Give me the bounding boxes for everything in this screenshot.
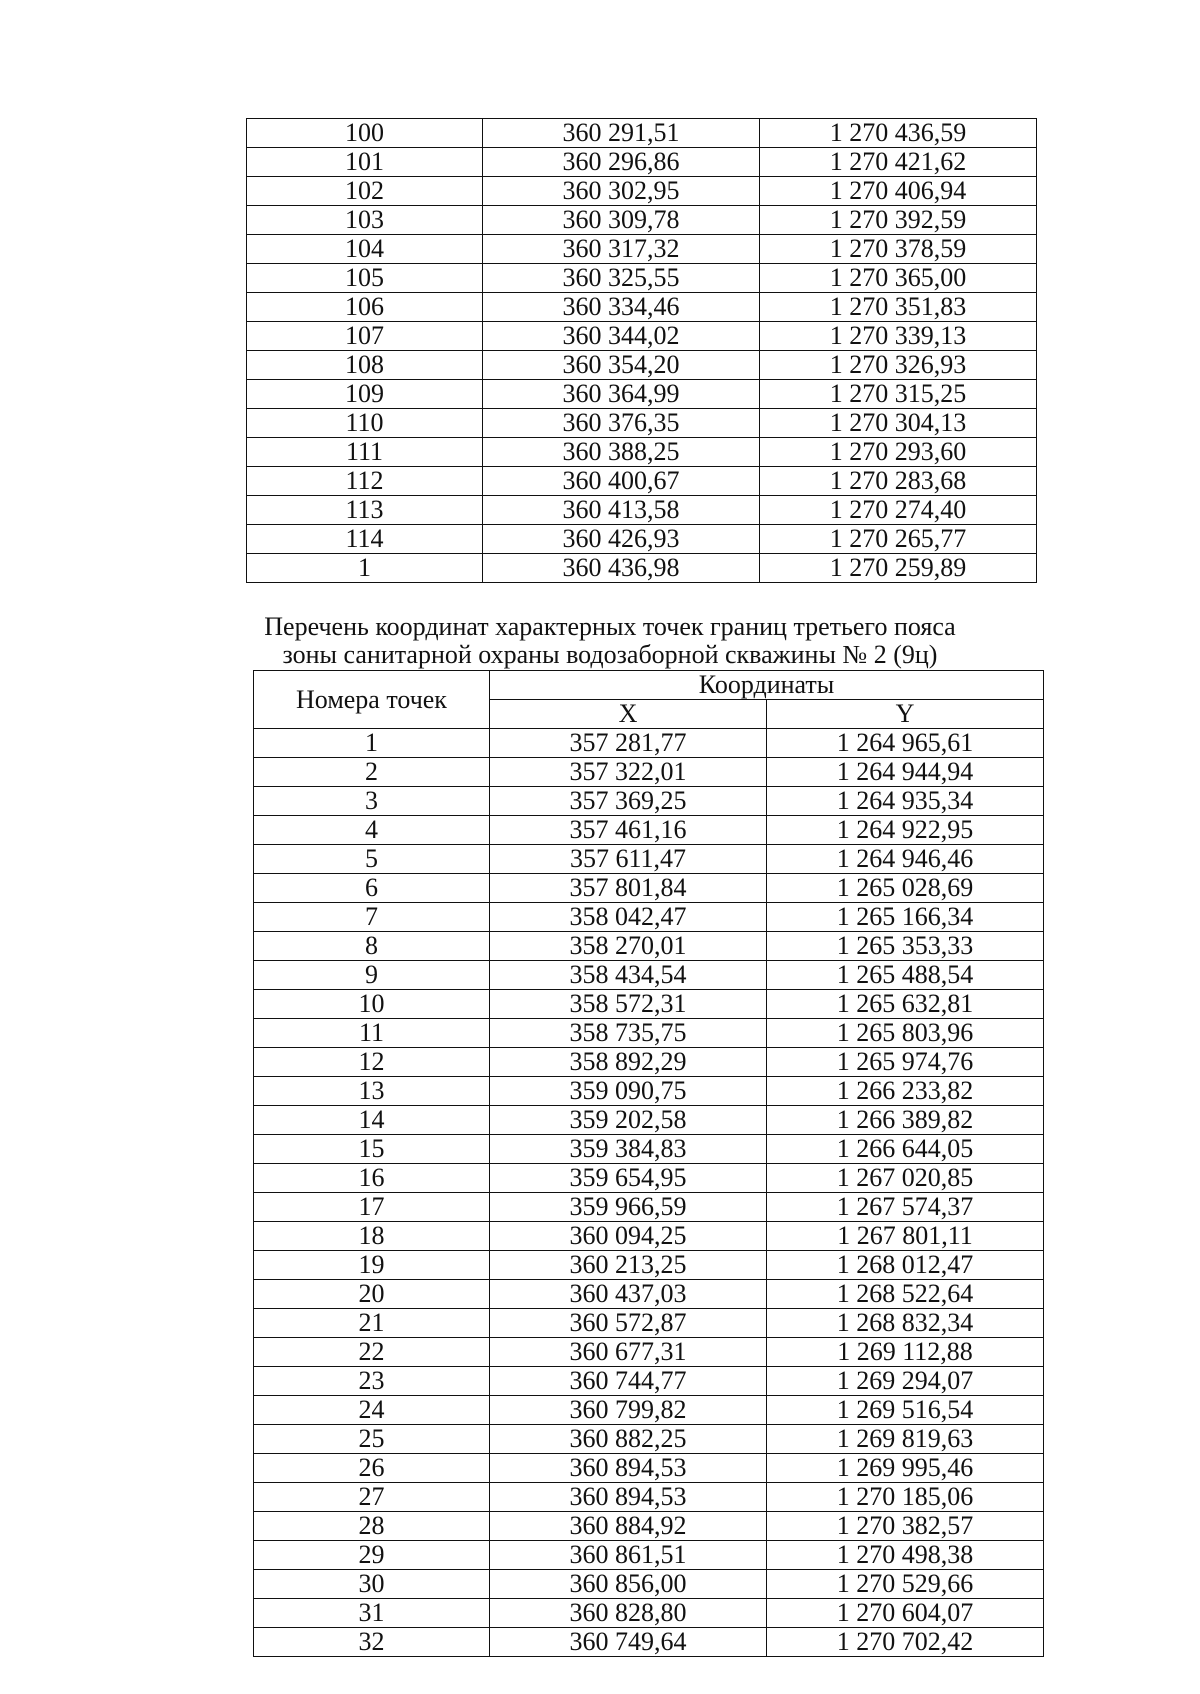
table-row <box>247 235 1037 264</box>
x-coordinate-cell: 360 884,92 <box>490 1512 767 1541</box>
y-coordinate-cell: 1 270 326,93 <box>760 351 1037 380</box>
table-row <box>254 1425 1044 1454</box>
x-coordinate-cell: 358 434,54 <box>490 961 767 990</box>
y-coordinate-cell: 1 270 421,62 <box>760 148 1037 177</box>
y-coordinate-cell: 1 265 632,81 <box>767 990 1044 1019</box>
y-coordinate-cell: 1 270 382,57 <box>767 1512 1044 1541</box>
table-row <box>254 758 1044 787</box>
coordinates-table-third-zone <box>253 670 1044 1657</box>
y-coordinate-cell: 1 270 529,66 <box>767 1570 1044 1599</box>
y-coordinate-cell: 1 266 233,82 <box>767 1077 1044 1106</box>
y-coordinate-cell: 1 269 819,63 <box>767 1425 1044 1454</box>
table-row <box>247 148 1037 177</box>
x-coordinate-cell: 360 677,31 <box>490 1338 767 1367</box>
table-row <box>254 1222 1044 1251</box>
point-number-cell: 5 <box>254 845 490 874</box>
table-row <box>254 1454 1044 1483</box>
point-number-cell: 114 <box>247 525 483 554</box>
x-coordinate-cell: 359 966,59 <box>490 1193 767 1222</box>
table-row <box>254 1106 1044 1135</box>
y-coordinate-cell: 1 269 516,54 <box>767 1396 1044 1425</box>
y-coordinate-cell: 1 264 965,61 <box>767 729 1044 758</box>
y-coordinate-cell: 1 270 604,07 <box>767 1599 1044 1628</box>
point-number-cell: 32 <box>254 1628 490 1657</box>
x-coordinate-cell: 360 344,02 <box>483 322 760 351</box>
y-coordinate-cell: 1 270 498,38 <box>767 1541 1044 1570</box>
point-number-cell: 6 <box>254 874 490 903</box>
y-coordinate-cell: 1 270 265,77 <box>760 525 1037 554</box>
point-number-cell: 7 <box>254 903 490 932</box>
x-coordinate-cell: 359 202,58 <box>490 1106 767 1135</box>
y-coordinate-cell: 1 267 020,85 <box>767 1164 1044 1193</box>
x-coordinate-cell: 360 354,20 <box>483 351 760 380</box>
header-y: Y <box>767 700 1044 729</box>
coordinates-table-continued <box>246 118 1037 583</box>
point-number-cell: 1 <box>247 554 483 583</box>
point-number-cell: 2 <box>254 758 490 787</box>
x-coordinate-cell: 360 828,80 <box>490 1599 767 1628</box>
point-number-cell: 30 <box>254 1570 490 1599</box>
x-coordinate-cell: 360 302,95 <box>483 177 760 206</box>
table-row <box>254 1164 1044 1193</box>
x-coordinate-cell: 360 094,25 <box>490 1222 767 1251</box>
point-number-cell: 4 <box>254 816 490 845</box>
table-row <box>247 496 1037 525</box>
point-number-cell: 10 <box>254 990 490 1019</box>
x-coordinate-cell: 360 436,98 <box>483 554 760 583</box>
table-row <box>254 1135 1044 1164</box>
x-coordinate-cell: 360 291,51 <box>483 119 760 148</box>
point-number-cell: 105 <box>247 264 483 293</box>
point-number-cell: 9 <box>254 961 490 990</box>
x-coordinate-cell: 357 801,84 <box>490 874 767 903</box>
point-number-cell: 25 <box>254 1425 490 1454</box>
point-number-cell: 106 <box>247 293 483 322</box>
y-coordinate-cell: 1 268 832,34 <box>767 1309 1044 1338</box>
table-header <box>254 671 1044 729</box>
table-row <box>254 1512 1044 1541</box>
x-coordinate-cell: 360 317,32 <box>483 235 760 264</box>
table-row <box>254 1309 1044 1338</box>
point-number-cell: 15 <box>254 1135 490 1164</box>
table-row <box>254 845 1044 874</box>
table-row <box>247 438 1037 467</box>
point-number-cell: 101 <box>247 148 483 177</box>
table-row <box>254 1280 1044 1309</box>
table-row <box>254 816 1044 845</box>
x-coordinate-cell: 360 364,99 <box>483 380 760 409</box>
x-coordinate-cell: 360 325,55 <box>483 264 760 293</box>
point-number-cell: 107 <box>247 322 483 351</box>
y-coordinate-cell: 1 270 185,06 <box>767 1483 1044 1512</box>
point-number-cell: 11 <box>254 1019 490 1048</box>
table-row <box>247 525 1037 554</box>
x-coordinate-cell: 357 461,16 <box>490 816 767 845</box>
y-coordinate-cell: 1 269 112,88 <box>767 1338 1044 1367</box>
table-row <box>247 264 1037 293</box>
table-row <box>254 932 1044 961</box>
point-number-cell: 17 <box>254 1193 490 1222</box>
x-coordinate-cell: 357 611,47 <box>490 845 767 874</box>
y-coordinate-cell: 1 270 702,42 <box>767 1628 1044 1657</box>
y-coordinate-cell: 1 266 644,05 <box>767 1135 1044 1164</box>
header-point-numbers: Номера точек <box>254 671 490 729</box>
x-coordinate-cell: 360 894,53 <box>490 1483 767 1512</box>
table-row <box>254 903 1044 932</box>
table-row <box>254 1599 1044 1628</box>
x-coordinate-cell: 360 572,87 <box>490 1309 767 1338</box>
table-row <box>254 1193 1044 1222</box>
table-row <box>247 554 1037 583</box>
y-coordinate-cell: 1 266 389,82 <box>767 1106 1044 1135</box>
y-coordinate-cell: 1 270 365,00 <box>760 264 1037 293</box>
y-coordinate-cell: 1 270 315,25 <box>760 380 1037 409</box>
point-number-cell: 108 <box>247 351 483 380</box>
table-row <box>247 293 1037 322</box>
point-number-cell: 13 <box>254 1077 490 1106</box>
x-coordinate-cell: 360 861,51 <box>490 1541 767 1570</box>
x-coordinate-cell: 357 369,25 <box>490 787 767 816</box>
y-coordinate-cell: 1 264 922,95 <box>767 816 1044 845</box>
table-row <box>247 380 1037 409</box>
point-number-cell: 100 <box>247 119 483 148</box>
table-body <box>254 729 1044 1657</box>
table-row <box>254 1628 1044 1657</box>
y-coordinate-cell: 1 267 574,37 <box>767 1193 1044 1222</box>
point-number-cell: 109 <box>247 380 483 409</box>
table-row <box>254 1396 1044 1425</box>
x-coordinate-cell: 357 322,01 <box>490 758 767 787</box>
x-coordinate-cell: 358 572,31 <box>490 990 767 1019</box>
point-number-cell: 31 <box>254 1599 490 1628</box>
x-coordinate-cell: 360 799,82 <box>490 1396 767 1425</box>
point-number-cell: 27 <box>254 1483 490 1512</box>
x-coordinate-cell: 360 744,77 <box>490 1367 767 1396</box>
point-number-cell: 16 <box>254 1164 490 1193</box>
point-number-cell: 29 <box>254 1541 490 1570</box>
x-coordinate-cell: 360 894,53 <box>490 1454 767 1483</box>
y-coordinate-cell: 1 268 522,64 <box>767 1280 1044 1309</box>
y-coordinate-cell: 1 265 488,54 <box>767 961 1044 990</box>
point-number-cell: 8 <box>254 932 490 961</box>
x-coordinate-cell: 360 334,46 <box>483 293 760 322</box>
x-coordinate-cell: 359 654,95 <box>490 1164 767 1193</box>
y-coordinate-cell: 1 270 283,68 <box>760 467 1037 496</box>
y-coordinate-cell: 1 265 028,69 <box>767 874 1044 903</box>
point-number-cell: 12 <box>254 1048 490 1077</box>
y-coordinate-cell: 1 270 351,83 <box>760 293 1037 322</box>
y-coordinate-cell: 1 265 353,33 <box>767 932 1044 961</box>
x-coordinate-cell: 358 735,75 <box>490 1019 767 1048</box>
x-coordinate-cell: 360 437,03 <box>490 1280 767 1309</box>
x-coordinate-cell: 358 042,47 <box>490 903 767 932</box>
point-number-cell: 26 <box>254 1454 490 1483</box>
point-number-cell: 20 <box>254 1280 490 1309</box>
point-number-cell: 23 <box>254 1367 490 1396</box>
point-number-cell: 24 <box>254 1396 490 1425</box>
y-coordinate-cell: 1 270 339,13 <box>760 322 1037 351</box>
table-row <box>254 1251 1044 1280</box>
point-number-cell: 104 <box>247 235 483 264</box>
point-number-cell: 18 <box>254 1222 490 1251</box>
y-coordinate-cell: 1 264 944,94 <box>767 758 1044 787</box>
x-coordinate-cell: 359 090,75 <box>490 1077 767 1106</box>
point-number-cell: 28 <box>254 1512 490 1541</box>
point-number-cell: 14 <box>254 1106 490 1135</box>
table-row <box>254 1019 1044 1048</box>
x-coordinate-cell: 360 882,25 <box>490 1425 767 1454</box>
table-row <box>247 206 1037 235</box>
x-coordinate-cell: 360 388,25 <box>483 438 760 467</box>
table-row <box>247 119 1037 148</box>
table-row <box>254 1048 1044 1077</box>
x-coordinate-cell: 358 270,01 <box>490 932 767 961</box>
y-coordinate-cell: 1 269 995,46 <box>767 1454 1044 1483</box>
point-number-cell: 113 <box>247 496 483 525</box>
x-coordinate-cell: 360 749,64 <box>490 1628 767 1657</box>
caption-line-2: зоны санитарной охраны водозаборной скважины № 2 (9ц) <box>282 640 938 669</box>
point-number-cell: 1 <box>254 729 490 758</box>
x-coordinate-cell: 360 413,58 <box>483 496 760 525</box>
x-coordinate-cell: 360 856,00 <box>490 1570 767 1599</box>
y-coordinate-cell: 1 265 974,76 <box>767 1048 1044 1077</box>
table-row <box>254 990 1044 1019</box>
point-number-cell: 112 <box>247 467 483 496</box>
table-row <box>254 874 1044 903</box>
y-coordinate-cell: 1 270 293,60 <box>760 438 1037 467</box>
table-row <box>254 1570 1044 1599</box>
table-row <box>254 1483 1044 1512</box>
table-row <box>254 1541 1044 1570</box>
y-coordinate-cell: 1 264 935,34 <box>767 787 1044 816</box>
table-row <box>254 961 1044 990</box>
table-body <box>247 119 1037 583</box>
y-coordinate-cell: 1 268 012,47 <box>767 1251 1044 1280</box>
y-coordinate-cell: 1 267 801,11 <box>767 1222 1044 1251</box>
point-number-cell: 19 <box>254 1251 490 1280</box>
y-coordinate-cell: 1 269 294,07 <box>767 1367 1044 1396</box>
y-coordinate-cell: 1 270 392,59 <box>760 206 1037 235</box>
point-number-cell: 103 <box>247 206 483 235</box>
x-coordinate-cell: 360 400,67 <box>483 467 760 496</box>
x-coordinate-cell: 358 892,29 <box>490 1048 767 1077</box>
point-number-cell: 110 <box>247 409 483 438</box>
header-coordinates: Координаты <box>490 671 1044 700</box>
y-coordinate-cell: 1 270 436,59 <box>760 119 1037 148</box>
x-coordinate-cell: 360 376,35 <box>483 409 760 438</box>
table-row <box>254 1367 1044 1396</box>
y-coordinate-cell: 1 270 274,40 <box>760 496 1037 525</box>
table-row <box>247 322 1037 351</box>
x-coordinate-cell: 360 296,86 <box>483 148 760 177</box>
table-row <box>254 1077 1044 1106</box>
point-number-cell: 22 <box>254 1338 490 1367</box>
x-coordinate-cell: 357 281,77 <box>490 729 767 758</box>
table-row <box>254 1338 1044 1367</box>
point-number-cell: 102 <box>247 177 483 206</box>
x-coordinate-cell: 360 426,93 <box>483 525 760 554</box>
table-caption <box>180 613 1040 669</box>
header-x: X <box>490 700 767 729</box>
x-coordinate-cell: 360 309,78 <box>483 206 760 235</box>
y-coordinate-cell: 1 270 406,94 <box>760 177 1037 206</box>
y-coordinate-cell: 1 265 166,34 <box>767 903 1044 932</box>
point-number-cell: 21 <box>254 1309 490 1338</box>
table-row <box>247 351 1037 380</box>
caption-line-1: Перечень координат характерных точек границ третьего пояса <box>264 612 956 641</box>
table-row <box>247 467 1037 496</box>
y-coordinate-cell: 1 265 803,96 <box>767 1019 1044 1048</box>
table-row <box>254 787 1044 816</box>
table-row <box>254 729 1044 758</box>
x-coordinate-cell: 359 384,83 <box>490 1135 767 1164</box>
table-row <box>247 177 1037 206</box>
y-coordinate-cell: 1 270 378,59 <box>760 235 1037 264</box>
y-coordinate-cell: 1 264 946,46 <box>767 845 1044 874</box>
y-coordinate-cell: 1 270 259,89 <box>760 554 1037 583</box>
table-row <box>247 409 1037 438</box>
x-coordinate-cell: 360 213,25 <box>490 1251 767 1280</box>
y-coordinate-cell: 1 270 304,13 <box>760 409 1037 438</box>
point-number-cell: 3 <box>254 787 490 816</box>
point-number-cell: 111 <box>247 438 483 467</box>
